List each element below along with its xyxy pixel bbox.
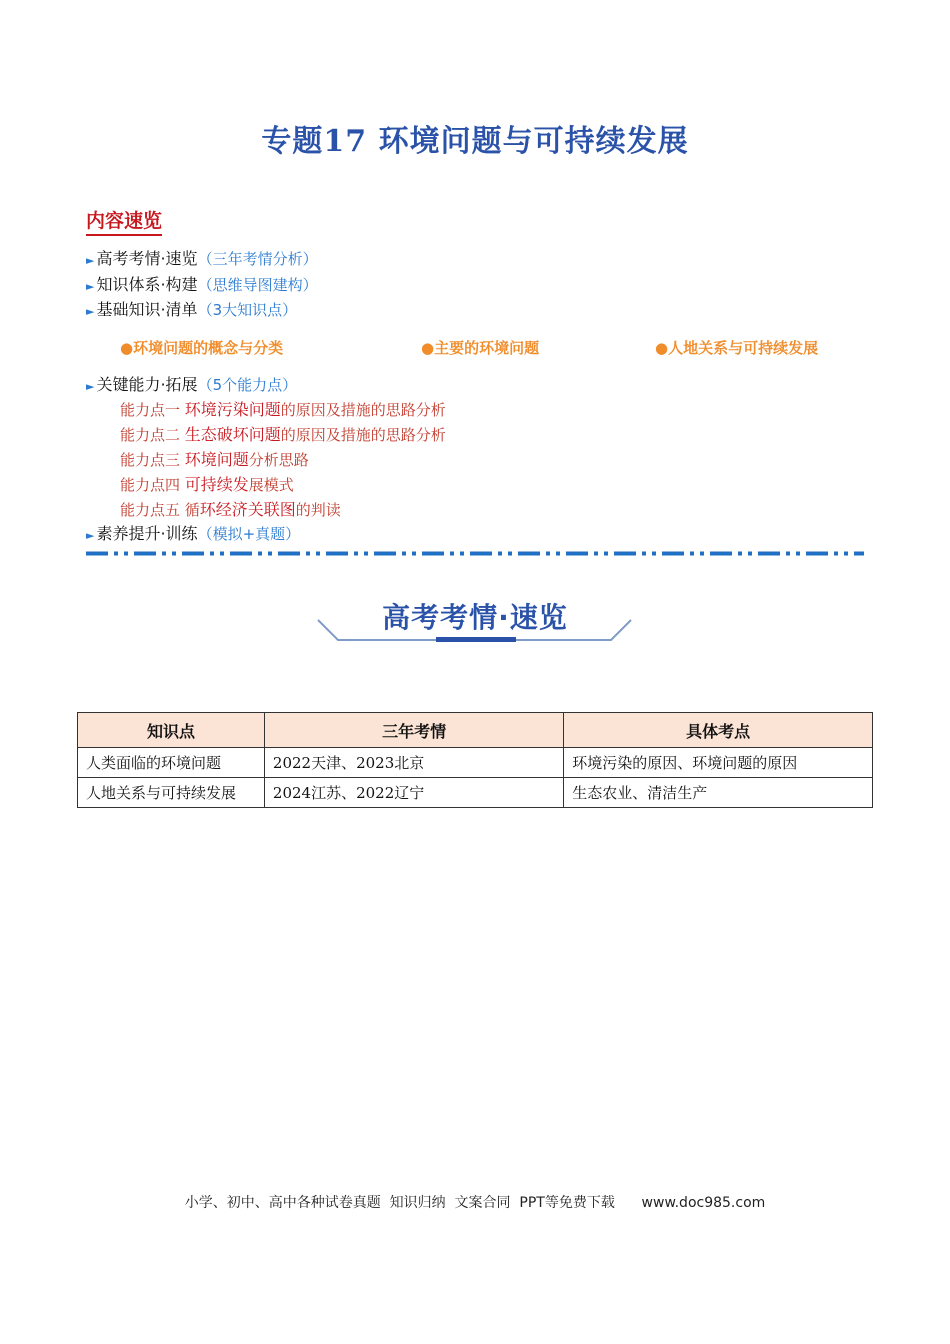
table-row xyxy=(78,748,873,778)
arrow-icon: ► xyxy=(86,529,95,542)
ability-item[interactable]: 能力点二 生态破坏问题的原因及措施的思路分析 xyxy=(120,425,446,444)
ability-item[interactable]: 能力点五 循环经济关联图的判读 xyxy=(120,500,341,519)
knowledge-point[interactable]: ●环境问题的概念与分类 xyxy=(120,339,284,357)
footer-text[interactable]: 小学、初中、高中各种试卷真题 知识归纳 文案合同 PPT等免费下载 www.doc985.com xyxy=(184,1195,766,1211)
ability-item[interactable]: 能力点四 可持续发展模式 xyxy=(120,475,294,494)
table-cell: 人类面临的环境问题 xyxy=(78,748,265,778)
overview-item[interactable]: ► 高考考情·速览（三年考情分析） xyxy=(86,249,318,268)
arrow-icon: ► xyxy=(86,305,95,318)
overview-heading: 内容速览 xyxy=(86,206,162,236)
arrow-icon: ► xyxy=(86,280,95,293)
table-cell: 2022天津、2023北京 xyxy=(264,748,563,778)
table-header-cell: 三年考情 xyxy=(264,713,563,748)
arrow-icon: ► xyxy=(86,254,95,267)
table-row xyxy=(78,778,873,808)
page-title: 专题17 环境问题与可持续发展 xyxy=(261,124,689,159)
overview-item[interactable]: ► 基础知识·清单（3大知识点） xyxy=(86,300,298,319)
dashed-divider xyxy=(86,551,864,556)
table-header-row xyxy=(78,713,873,748)
ability-item[interactable]: 能力点一 环境污染问题的原因及措施的思路分析 xyxy=(120,400,446,419)
table-cell: 生态农业、清洁生产 xyxy=(564,778,873,808)
overview-item[interactable]: ► 关键能力·拓展（5个能力点） xyxy=(86,375,298,394)
knowledge-point[interactable]: ●人地关系与可持续发展 xyxy=(655,339,819,357)
table-cell: 2024江苏、2022辽宁 xyxy=(264,778,563,808)
banner-title: 高考考情·速览 xyxy=(382,601,568,634)
table-cell: 环境污染的原因、环境问题的原因 xyxy=(564,748,873,778)
table-header-cell: 知识点 xyxy=(78,713,265,748)
exam-analysis-table xyxy=(77,712,873,808)
table-cell: 人地关系与可持续发展 xyxy=(78,778,265,808)
table-header-cell: 具体考点 xyxy=(564,713,873,748)
overview-item[interactable]: ► 素养提升·训练（模拟+真题） xyxy=(86,524,301,543)
arrow-icon: ► xyxy=(86,380,95,393)
ability-item[interactable]: 能力点三 环境问题分析思路 xyxy=(120,450,309,469)
overview-item[interactable]: ► 知识体系·构建（思维导图建构） xyxy=(86,275,318,294)
knowledge-point[interactable]: ●主要的环境问题 xyxy=(421,339,540,357)
